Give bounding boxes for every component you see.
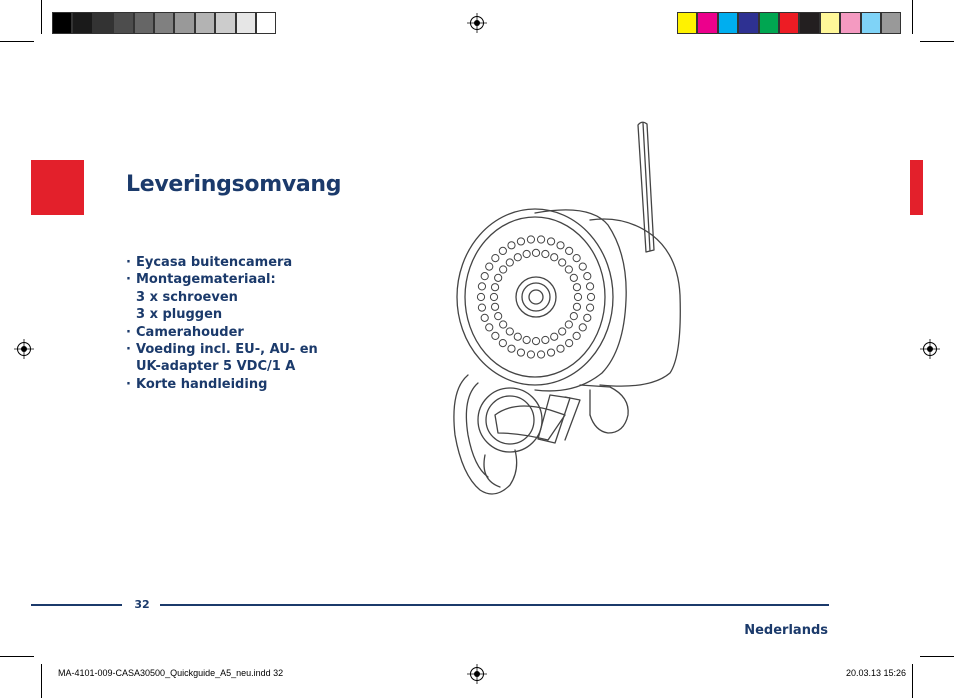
grayscale-swatch — [113, 12, 133, 34]
ir-led — [486, 263, 493, 270]
section-tab-right — [910, 160, 923, 215]
ir-led — [523, 336, 530, 343]
color-swatch — [779, 12, 799, 34]
registration-mark-icon — [920, 339, 940, 359]
list-item-text: 3 x schroeven — [136, 289, 238, 305]
ir-led — [573, 332, 580, 339]
ir-led — [478, 283, 485, 290]
color-swatch — [759, 12, 779, 34]
bullet-icon: · — [126, 255, 131, 270]
list-item-text: Korte handleiding — [136, 376, 268, 392]
ir-led — [586, 304, 593, 311]
ir-led — [573, 254, 580, 261]
crop-mark-bottom-right-v — [912, 664, 913, 698]
list-item-text: Camerahouder — [136, 324, 244, 340]
bullet-icon: · — [126, 324, 131, 340]
ir-led — [495, 313, 502, 320]
color-swatch — [861, 12, 881, 34]
color-swatch — [718, 12, 738, 34]
list-item — [126, 341, 318, 376]
color-swatch — [799, 12, 819, 34]
page-number: 32 — [134, 598, 150, 611]
grayscale-swatch — [52, 12, 72, 34]
ir-led — [551, 254, 558, 261]
color-swatch — [820, 12, 840, 34]
ir-led — [547, 349, 554, 356]
grayscale-bar — [52, 12, 276, 34]
ir-led — [559, 259, 566, 266]
ir-led — [532, 338, 539, 345]
registration-mark-icon — [467, 664, 487, 684]
ir-led — [542, 336, 549, 343]
grayscale-swatch — [134, 12, 154, 34]
grayscale-swatch — [174, 12, 194, 34]
page-title: Leveringsomvang — [126, 172, 342, 197]
color-swatch — [881, 12, 901, 34]
ir-led — [499, 247, 506, 254]
ir-led — [547, 238, 554, 245]
ir-led — [542, 250, 549, 257]
ir-led — [559, 328, 566, 335]
ir-led — [499, 339, 506, 346]
ir-led — [557, 345, 564, 352]
ir-led — [514, 254, 521, 261]
grayscale-swatch — [256, 12, 276, 34]
ir-led — [573, 284, 580, 291]
ir-led — [574, 293, 581, 300]
ir-led — [478, 304, 485, 311]
bullet-icon: · — [126, 272, 131, 288]
ir-led — [566, 339, 573, 346]
ir-led — [537, 351, 544, 358]
ir-led — [573, 303, 580, 310]
ir-led — [579, 263, 586, 270]
crop-mark-top-left-v — [41, 0, 42, 34]
ir-led — [565, 321, 572, 328]
ir-led — [570, 313, 577, 320]
crop-mark-top-right-h — [920, 41, 954, 42]
ir-led — [481, 273, 488, 280]
ir-led — [500, 266, 507, 273]
ir-led — [481, 314, 488, 321]
ir-led — [491, 284, 498, 291]
ir-led — [517, 349, 524, 356]
ir-led — [584, 314, 591, 321]
section-tab-left — [31, 160, 84, 215]
language-label: Nederlands — [744, 623, 828, 638]
list-item-text: 3 x pluggen — [136, 307, 223, 323]
crop-mark-bottom-left-h — [0, 656, 34, 657]
ir-led — [495, 274, 502, 281]
ir-led — [570, 274, 577, 281]
ir-led — [508, 345, 515, 352]
list-item-text: UK-adapter 5 VDC/1 A — [136, 359, 296, 375]
list-item — [126, 324, 318, 341]
ir-led — [527, 351, 534, 358]
list-item-text: Montagemateriaal: — [136, 272, 276, 288]
contents-list — [126, 254, 318, 393]
ir-led — [490, 293, 497, 300]
ir-led — [506, 328, 513, 335]
color-bar — [677, 12, 901, 34]
grayscale-swatch — [215, 12, 235, 34]
ir-led — [491, 303, 498, 310]
ir-led — [584, 273, 591, 280]
crop-mark-top-right-v — [912, 0, 913, 34]
ir-led — [508, 242, 515, 249]
list-item-text: Voeding incl. EU-, AU- en — [136, 342, 318, 358]
ir-led — [506, 259, 513, 266]
outdoor-camera-icon — [440, 115, 690, 500]
ir-led — [500, 321, 507, 328]
grayscale-swatch — [93, 12, 113, 34]
slug-timestamp: 20.03.13 15:26 — [845, 668, 906, 678]
ir-led — [486, 324, 493, 331]
list-item — [126, 271, 318, 323]
ir-led — [492, 254, 499, 261]
ir-led — [579, 324, 586, 331]
ir-led — [586, 283, 593, 290]
ir-led — [551, 333, 558, 340]
ir-led — [523, 250, 530, 257]
bullet-icon: · — [126, 376, 131, 392]
ir-led — [527, 236, 534, 243]
color-swatch — [677, 12, 697, 34]
footer-rule-right — [160, 604, 829, 606]
ir-led — [587, 293, 594, 300]
color-swatch — [840, 12, 860, 34]
grayscale-swatch — [72, 12, 92, 34]
registration-mark-icon — [14, 339, 34, 359]
ir-led — [492, 332, 499, 339]
ir-led — [532, 249, 539, 256]
slug-filename: MA-4101-009-CASA30500_Quickguide_A5_neu.indd 32 — [58, 668, 284, 678]
color-swatch — [738, 12, 758, 34]
ir-led — [566, 247, 573, 254]
ir-led — [565, 266, 572, 273]
crop-mark-top-left-h — [0, 41, 34, 42]
color-swatch — [697, 12, 717, 34]
bullet-icon: · — [126, 342, 131, 358]
ir-led — [514, 333, 521, 340]
list-item-text: Eycasa buitencamera — [136, 255, 293, 270]
crop-mark-bottom-right-h — [920, 656, 954, 657]
footer-rule-left — [31, 604, 122, 606]
ir-led — [517, 238, 524, 245]
grayscale-swatch — [154, 12, 174, 34]
ir-led — [537, 236, 544, 243]
grayscale-swatch — [236, 12, 256, 34]
ir-led — [477, 293, 484, 300]
grayscale-swatch — [195, 12, 215, 34]
registration-mark-icon — [467, 13, 487, 33]
crop-mark-bottom-left-v — [41, 664, 42, 698]
list-item — [126, 376, 318, 393]
ir-led — [557, 242, 564, 249]
list-item — [126, 254, 318, 271]
